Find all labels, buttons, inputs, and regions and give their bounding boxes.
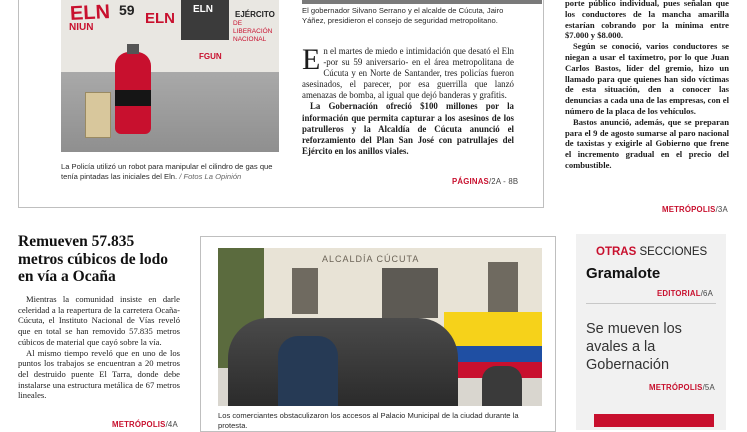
graffiti-text-eln-2: ELN bbox=[145, 10, 175, 27]
ocana-paragraph-1: Mientras la comunidad insiste en darle celeridad a la reapertura de la carretera Ocaña-Cúcuta, el Instituto Nacional de Vías reveló que en total se han removido 57.835 metros cúbicos de material que cayó sobre la vía. bbox=[18, 294, 180, 347]
city-hall-sign: ALCALDÍA CÚCUTA bbox=[322, 254, 420, 264]
graffiti-text-ejercito: EJÉRCITO bbox=[235, 10, 275, 19]
taxi-story-text bbox=[565, 0, 729, 171]
taxi-story-paragraph-1: Según se conoció, varios conductores se niegan a usar el taxímetro, por lo que Juan Carlos Bastos, líder del gremio, hizo un llamado para que quienes han sido víctimas de esta situación, den a conocer las denuncias a cada una de las empresas, con el número de la placa de los vehículos. bbox=[565, 41, 729, 116]
taxi-story-line-top: porte público individual, pues señalan que los conductores de la mancha amarilla estarían cobrando por la mínima entre $7.000 y $8.000. bbox=[565, 0, 729, 41]
taxi-ref-page: /3A bbox=[715, 205, 728, 214]
photo-caption-text: La Policía utilizó un robot para manipular el cilindro de gas que tenía pintadas las iniciales del Eln. bbox=[61, 162, 273, 181]
photo-credit: / Fotos La Opinión bbox=[179, 172, 242, 181]
graffiti-text-eln-sign: ELN bbox=[193, 4, 213, 15]
top-story-body bbox=[302, 43, 514, 157]
robot-gas-cylinder-photo bbox=[61, 0, 279, 152]
crowd-front bbox=[278, 336, 338, 406]
taxi-story-paragraph-2: Bastos anunció, además, que se preparan para el 9 de agosto sumarse al paro nacional de taxistas y exigirle al Gobierno que frene el incremento gradual en el precio del combustible. bbox=[565, 116, 729, 170]
other-sections-title-rest: SECCIONES bbox=[636, 246, 708, 258]
robot-box bbox=[85, 92, 111, 138]
top-story-ref-section: PÁGINAS bbox=[452, 177, 489, 186]
protest-photo bbox=[218, 248, 542, 406]
item-1-ref-section: EDITORIAL bbox=[657, 289, 701, 298]
graffiti-text-niun: NIUN bbox=[69, 22, 94, 33]
photo-caption-governor: El gobernador Silvano Serrano y el alcalde de Cúcuta, Jairo Yáñez, presidieron el consejo de seguridad metropolitano. bbox=[302, 6, 504, 25]
ocana-body bbox=[18, 294, 180, 401]
top-story-page-ref[interactable] bbox=[452, 177, 518, 186]
item-1-ref-page: /6A bbox=[700, 289, 713, 298]
cylinder-valve bbox=[127, 44, 139, 54]
top-story-paragraph-2: La Gobernación ofreció $100 millones por la información que permita capturar a los asesinos de los patrulleros y la Alcaldía de Cúcuta anunció el reforzamiento del Plan San José con patrullajes del Ejército en los anillos viales. bbox=[302, 101, 514, 156]
ocana-page-ref[interactable] bbox=[112, 420, 178, 429]
photo-caption-robot bbox=[61, 162, 283, 182]
graffiti-text-eln: ELN bbox=[69, 0, 111, 26]
building-window-1 bbox=[292, 268, 318, 314]
item-2-ref-page: /5A bbox=[702, 383, 715, 392]
crowd bbox=[228, 318, 458, 406]
building-window-2 bbox=[382, 268, 438, 318]
graffiti-text-59: 59 bbox=[119, 2, 135, 18]
drop-cap: E bbox=[302, 43, 321, 76]
person-right bbox=[482, 366, 522, 406]
gas-cylinder bbox=[115, 52, 151, 134]
graffiti-text-fgun: FGUN bbox=[199, 52, 222, 61]
other-sections-item-2-ref[interactable] bbox=[649, 383, 715, 392]
ocana-ref-page: /4A bbox=[165, 420, 178, 429]
other-sections-title bbox=[596, 246, 707, 258]
other-sections-divider bbox=[586, 303, 716, 304]
red-banner[interactable] bbox=[594, 414, 714, 427]
other-sections-item-1-title[interactable]: Gramalote bbox=[586, 265, 661, 282]
protest-caption: Los comerciantes obstaculizaron los accesos al Palacio Municipal de la ciudad durante la protesta. bbox=[218, 411, 519, 430]
ocana-headline[interactable]: Remueven 57.835 metros cúbicos de lodo en vía a Ocaña bbox=[18, 233, 168, 285]
other-sections-item-1-ref[interactable] bbox=[657, 289, 713, 298]
security-council-photo bbox=[302, 0, 542, 4]
other-sections-item-2-title[interactable]: Se mueven los avales a la Gobernación bbox=[586, 321, 682, 373]
taxi-ref-section: METRÓPOLIS bbox=[662, 205, 716, 214]
taxi-story-page-ref[interactable] bbox=[662, 205, 728, 214]
top-story-paragraph-1: n el martes de miedo e intimidación que desató el Eln -por su 59 aniversario- en el área metropolitana de Cúcuta y en Norte de Santander, tres policías fueron asesinados, el parecer, por esa guerrilla que lanzó amenazas de bomba, al igual que dejó banderas y grafitis. bbox=[302, 46, 514, 101]
other-sections-title-highlight: OTRAS bbox=[596, 246, 637, 258]
item-2-ref-section: METRÓPOLIS bbox=[649, 383, 703, 392]
top-story-ref-page: /2A - 8B bbox=[488, 177, 519, 186]
ocana-paragraph-2: Al mismo tiempo reveló que en uno de los puntos los trabajos se encuentran a 20 metros del destruido puente El Tarra, donde debe instalarse una estructura metálica de 67 metros lineales. bbox=[18, 347, 180, 401]
graffiti-text-liberacion: DE LIBERACIÓN NACIONAL bbox=[233, 20, 273, 43]
ocana-ref-section: METRÓPOLIS bbox=[112, 420, 166, 429]
